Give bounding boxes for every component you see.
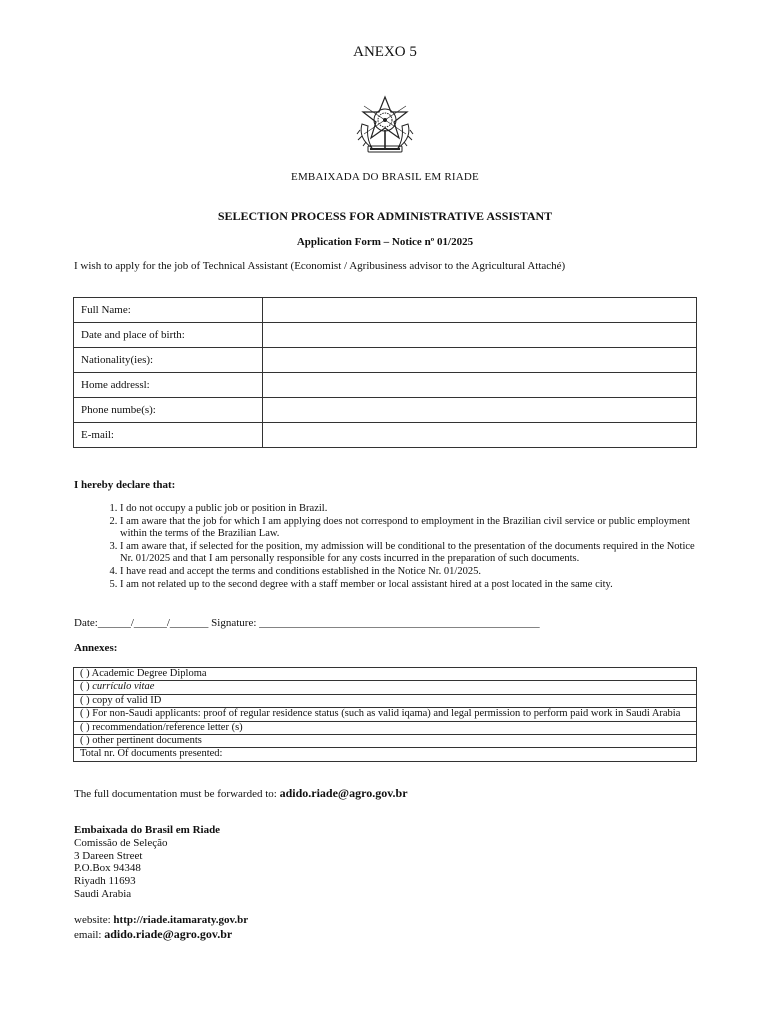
- address-line: Saudi Arabia: [74, 887, 132, 900]
- home-address-field[interactable]: [263, 373, 697, 398]
- nationality-field[interactable]: [263, 348, 697, 373]
- table-row: [74, 323, 697, 348]
- table-row: [74, 373, 697, 398]
- applicant-info-table: [73, 297, 697, 448]
- annex-reference[interactable]: ( ) recommendation/reference letter (s): [74, 721, 697, 734]
- field-label-nationality: Nationality(ies):: [74, 348, 263, 373]
- contact-info: [74, 913, 248, 942]
- annex-diploma[interactable]: ( ) Academic Degree Diploma: [74, 668, 697, 681]
- table-row: [74, 681, 697, 694]
- website-link[interactable]: http://riade.itamaraty.gov.br: [113, 914, 249, 926]
- forward-text: The full documentation must be forwarded to:: [74, 788, 277, 800]
- list-item: 1. I do not occupy a public job or position in Brazil.: [120, 503, 696, 516]
- annex-id[interactable]: ( ) copy of valid ID: [74, 694, 697, 707]
- list-item: 5. I am not related up to the second degree with a staff member or local assistant hired at a post located in the same city.: [120, 579, 696, 592]
- table-row: [74, 668, 697, 681]
- email-field[interactable]: [263, 423, 697, 448]
- annexes-checklist: [73, 667, 697, 762]
- table-row: [74, 748, 697, 761]
- table-row: [74, 694, 697, 707]
- annex-title: ANEXO 5: [353, 44, 417, 60]
- email-row: [74, 927, 248, 942]
- declaration-list: [74, 503, 696, 591]
- annex-cv-checkbox[interactable]: ( ): [80, 681, 93, 693]
- address-line: Comissão de Seleção: [74, 836, 168, 849]
- address-line: P.O.Box 94348: [74, 862, 141, 875]
- phone-field[interactable]: [263, 398, 697, 423]
- address-line: Riyadh 11693: [74, 875, 136, 888]
- list-item: 2. I am aware that the job for which I am applying does not correspond to employment in the Brazilian civil service or public employment within the terms of the Brazilian Law.: [120, 516, 696, 541]
- email-link[interactable]: adido.riade@agro.gov.br: [104, 927, 233, 941]
- table-row: [74, 398, 697, 423]
- forward-email-link[interactable]: adido.riade@agro.gov.br: [279, 786, 408, 800]
- table-row: [74, 423, 697, 448]
- website-label: website:: [74, 914, 111, 926]
- declaration-heading: I hereby declare that:: [74, 479, 176, 491]
- embassy-address: [74, 824, 220, 901]
- annex-cv-label: currículo vitae: [92, 681, 155, 693]
- annexes-heading: Annexes:: [74, 642, 118, 654]
- annex-other[interactable]: ( ) other pertinent documents: [74, 735, 697, 748]
- process-title: SELECTION PROCESS FOR ADMINISTRATIVE ASSISTANT: [217, 209, 553, 223]
- field-label-phone: Phone numbe(s):: [74, 398, 263, 423]
- table-row: [74, 348, 697, 373]
- full-name-field[interactable]: [263, 298, 697, 323]
- annex-residence[interactable]: ( ) For non-Saudi applicants: proof of regular residence status (such as valid iqama) and legal permission to perform paid work in Saudi Arabia: [74, 708, 697, 721]
- field-label-address: Home addressl:: [74, 373, 263, 398]
- table-row: [74, 735, 697, 748]
- field-label-full-name: Full Name:: [74, 298, 263, 323]
- address-line: 3 Dareen Street: [74, 849, 143, 862]
- forward-instruction: [74, 786, 408, 801]
- embassy-header: EMBAIXADA DO BRASIL EM RIADE: [291, 171, 479, 183]
- form-subtitle: Application Form – Notice nº 01/2025: [296, 236, 474, 248]
- email-label: email:: [74, 929, 102, 941]
- list-item: 3. I am aware that, if selected for the position, my admission will be conditional to the presentation of the documents required in the Notice Nr. 01/2025 and that I am personally responsible for any costs incurred in the preparation of such documents.: [120, 541, 696, 566]
- annex-cv[interactable]: [74, 681, 697, 694]
- table-row: [74, 708, 697, 721]
- address-name: Embaixada do Brasil em Riade: [74, 824, 221, 836]
- annex-total[interactable]: Total nr. Of documents presented:: [74, 748, 697, 761]
- list-item: 4. I have read and accept the terms and conditions established in the Notice Nr. 01/2025.: [120, 566, 696, 579]
- date-signature-line[interactable]: Date:______/______/_______ Signature: ___________________________________________________: [74, 617, 540, 629]
- intro-text: I wish to apply for the job of Technical Assistant (Economist / Agribusiness advisor to the Agricultural Attaché): [74, 260, 566, 272]
- field-label-birth: Date and place of birth:: [74, 323, 263, 348]
- brazil-coat-of-arms-icon: [354, 94, 416, 156]
- birth-date-place-field[interactable]: [263, 323, 697, 348]
- website-row: [74, 913, 248, 927]
- table-row: [74, 721, 697, 734]
- field-label-email: E-mail:: [74, 423, 263, 448]
- table-row: [74, 298, 697, 323]
